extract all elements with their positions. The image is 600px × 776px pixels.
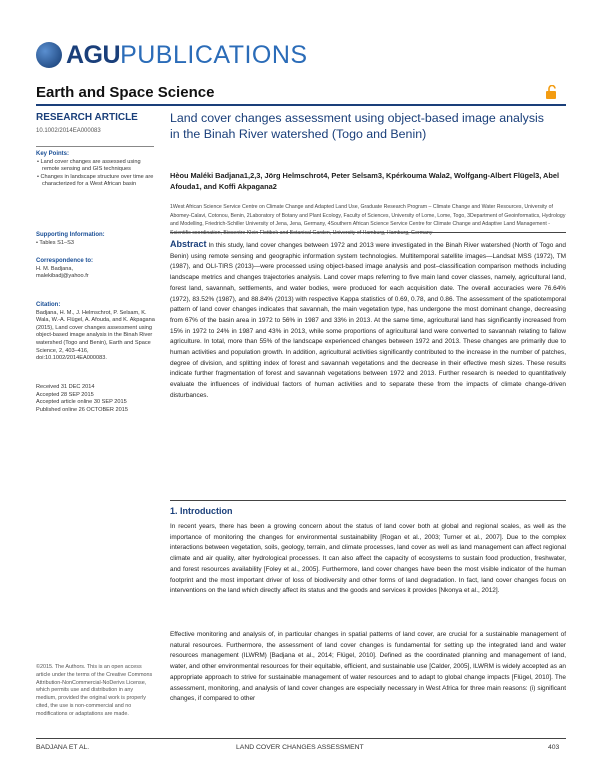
affiliations: 1West African Science Service Centre on Climate Change and Adapted Land Use, Graduate Research Program – Climate Change and Water Resources, University of Abomey-Calavi, Cotonou, Benin, 2Laboratory of Botany and Plant Ecology, Faculty of Sciences, University of Lome, Lome, Togo, 3Department of Geoinformatics, Hydrology and Modelling, Friedrich-Schiller University of Jena, Jena, Germany, 4Southern African Science Service Centre for Climate Change and Adaptive Land Management - Scientific coordination, Biocentre Klein Flottbek and Botanical Garden, University of Hamburg, Hamburg, Germany [170, 204, 566, 236]
doi[interactable]: 10.1002/2014EA000083 [36, 128, 101, 134]
intro-paragraph-2: Effective monitoring and analysis of, in particular changes in spatial patterns of land cover, are crucial for a sustainable management of natural resources. Furthermore, the assessment of land cover changes is fundamental for setting up the integrated land and water resources management (ILWRM) [Badjana et al., 2014; Flügel, 2010]. Defined as the coordinated planning and management of land, water, and other environmental resources for their equitable, efficient, and sustainable use [Calder, 2005], ILWRM is widely accepted as an appropriate approach to strive for sustainable management of water resources and to adapt to global change impacts [Flügel, 2010]. The assessment, monitoring, and analysis of land cover changes are especially necessary in West Africa for three main reasons: (i) significant changes, if compared to other [170, 631, 566, 703]
logo-agu-text: AGU [66, 40, 121, 69]
abstract [170, 239, 566, 402]
published-date: Published online 26 OCTOBER 2015 [36, 406, 128, 413]
supporting-item[interactable]: • Tables S1–S3 [36, 239, 74, 246]
globe-icon [36, 42, 62, 68]
supporting-heading: Supporting Information: [36, 232, 105, 238]
open-access-lock-icon [545, 85, 559, 99]
sidebar-divider [36, 146, 154, 147]
footer-authors: BADJANA ET AL. [36, 744, 90, 751]
journal-name: Earth and Space Science [36, 84, 215, 101]
key-point-text: Land cover changes are assessed using remote sensing and GIS techniques [40, 158, 141, 173]
logo-publications-text: PUBLICATIONS [120, 40, 308, 69]
key-point-text: Changes in landscape structure over time are characterized for a West African basin [40, 173, 154, 188]
intro-divider [170, 500, 566, 501]
correspondence-email[interactable]: malekibadj@yahoo.fr [36, 273, 89, 280]
section-heading-introduction: 1. Introduction [170, 506, 233, 516]
footer-rule [36, 738, 566, 739]
key-points-heading: Key Points: [36, 151, 70, 157]
article-title: Land cover changes assessment using object-based image analysis in the Binah River watershed (Togo and Benin) [170, 111, 544, 141]
supporting-information [36, 232, 156, 247]
key-point-item: • Changes in landscape structure over time are characterized for a West African basin [37, 173, 154, 188]
key-point-item: • Land cover changes are assessed using remote sensing and GIS techniques [37, 158, 141, 173]
correspondence-name: H. M. Badjana, [36, 265, 73, 272]
correspondence-heading: Correspondence to: [36, 258, 94, 264]
license-text: ©2015. The Authors. This is an open access article under the terms of the Creative Commons Attribution-NonCommercial-NoDerivs License, which permits use and distribution in any medium, provided the original work is properly cited, the use is non-commercial and no modifications or adaptations are made. [36, 664, 153, 717]
journal-rule [36, 104, 566, 106]
history-dates [36, 384, 156, 414]
page-number: 403 [548, 744, 560, 751]
agu-publications-logo [36, 40, 308, 70]
citation-block [36, 302, 156, 363]
article-type: RESEARCH ARTICLE [36, 112, 138, 123]
supporting-text: Tables S1–S3 [39, 239, 74, 246]
abstract-text: In this study, land cover changes between 1972 and 2013 were investigated in the Binah River watershed (North of Togo and Benin) using remote sensing and geographic information system technologies. Multitemporal satellite images—Landsat MSS (1972), TM (1987), and OLI-TIRS (2013)—were processed using object-based image analysis and post–classification comparison methods including landscape metrics and changes trajectories analysis. Land cover maps referring to five main land cover classes, namely, agricultural land, forest land, savannah, settlements, and water bodies, were produced for each acquisition date. The overall accuracies were 76.64% (1972), 83.52% (1987), and 88.84% (2013) with respective Kappa statistics of 0.69, 0.78, and 0.86. The assessment of the spatiotemporal pattern of land cover changes indicates that savannah, the main vegetation type, has undergone the most dominant change, decreasing from 67% of the basin area in 1972 to 56% in 1987 and 33% in 2013. At the same time, agricultural land has significantly increased from 15% in 1972 to 24% in 1987 and 43% in 2013, while some proportions of agricultural land were converted to savannah relating to fallow agriculture. In total, more than 55% of the landscape experienced changes between 1972 and 2013. These changes are primarily due to human activities and population growth. In addition, agricultural activities significantly contributed to the increase in the number of patches, degree of division, and splitting index of forest and savannah vegetations and the decrease in their effective mesh sizes. These results indicate further fragmentation of forest and savannah vegetations between 1972 and 2013. Further research is needed to quantitatively evaluate the influences of individual factors of human activities and to separate these from the impacts of climate change-driven disturbances. [170, 242, 566, 399]
abstract-divider [170, 232, 566, 233]
citation-text: Badjana, H. M., J. Helmschrot, P. Selsam, K. Wala, W.-A. Flügel, A. Afouda, and K. Akpagana (2015), Land cover changes assessment using object-based image analysis in the Binah River watershed (Togo and Benin), Earth and Space Science, 2, 403–416, doi:10.1002/2014EA000083. [36, 309, 155, 362]
intro-paragraph-1: In recent years, there has been a growing concern about the status of land cover both at global and regional scales, as well as the importance of monitoring the changes for environmental sustainability [Rogan et al., 2003; Turner et al., 2007]. Due to the complex interactions between vegetation, soils, geology, terrain, and climate processes, land cover as well as land management can affect regional climate and air quality, alter hydrological processes. It can also affect the capacity of ecosystems to sustain food production, freshwater, and forest resources availability [Foley et al., 2005]. Furthermore, land cover changes have been the most visible indicator of the human footprint and the most important driver of loss of biodiversity and other forms of land degradation. In fact, land cover changes focus on interventions on the land which directly affect its status and the goods and services it provides [Nkonya et al., 2012]. [170, 523, 566, 595]
abstract-label: Abstract [170, 239, 207, 249]
key-points [36, 151, 156, 189]
correspondence [36, 258, 156, 281]
received-date: Received 31 DEC 2014 [36, 384, 95, 390]
accepted-online-date: Accepted article online 30 SEP 2015 [36, 399, 127, 406]
accepted-date: Accepted 28 SEP 2015 [36, 391, 94, 398]
footer-running-title: LAND COVER CHANGES ASSESSMENT [236, 744, 364, 751]
citation-heading: Citation: [36, 302, 61, 308]
author-list: Hèou Maléki Badjana1,2,3, Jörg Helmschrot4, Peter Selsam3, Kpérkouma Wala2, Wolfgang-Albert Flügel3, Abel Afouda1, and Koffi Akpagana2 [170, 171, 560, 191]
